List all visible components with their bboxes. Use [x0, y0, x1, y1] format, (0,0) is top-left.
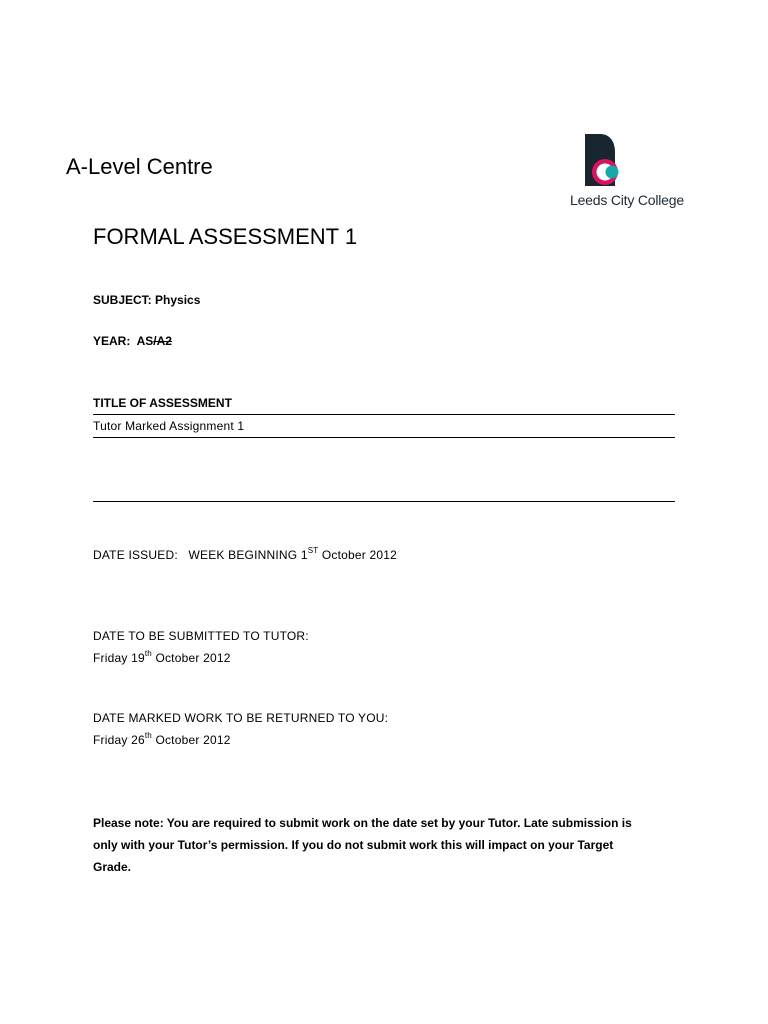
logo-text: Leeds City College [570, 192, 684, 208]
subject-label: SUBJECT: [93, 293, 152, 307]
date-submit-label: DATE TO BE SUBMITTED TO TUTOR: [93, 629, 309, 643]
submission-note: Please note: You are required to submit work on the date set by your Tutor. Late submission is only with your Tutor’s permission. If you do not submit work this will impact on your Target Grade. [93, 816, 632, 874]
date-issued-line [93, 548, 397, 562]
date-issued-prefix: WEEK BEGINNING 1 [188, 548, 308, 562]
date-submit-rest: October 2012 [155, 651, 231, 665]
year-value: AS [136, 334, 154, 348]
date-return-prefix: Friday 26 [93, 733, 145, 747]
year-line [93, 334, 172, 348]
divider [93, 501, 675, 502]
centre-title: A-Level Centre [66, 154, 213, 179]
date-return-line [93, 733, 231, 747]
subject-value: Physics [155, 293, 201, 307]
date-submit-suffix: th [144, 649, 152, 658]
assessment-title-value: Tutor Marked Assignment 1 [93, 419, 245, 433]
date-issued-suffix: ST [307, 546, 319, 555]
date-issued-rest: October 2012 [321, 548, 397, 562]
college-logo [567, 120, 687, 220]
date-submit-prefix: Friday 19 [93, 651, 145, 665]
logo-mark-icon [567, 120, 687, 190]
year-label: YEAR: [93, 334, 131, 348]
assessment-title-label: TITLE OF ASSESSMENT [93, 396, 232, 410]
date-return-label: DATE MARKED WORK TO BE RETURNED TO YOU: [93, 711, 389, 725]
subject-line [93, 293, 200, 307]
divider [93, 437, 675, 438]
year-struck-value: /A2 [153, 334, 172, 348]
divider [93, 414, 675, 415]
date-return-suffix: th [144, 731, 152, 740]
date-submit-line [93, 651, 231, 665]
date-return-rest: October 2012 [155, 733, 231, 747]
date-issued-label: DATE ISSUED: [93, 548, 178, 562]
page-title: FORMAL ASSESSMENT 1 [93, 224, 358, 249]
